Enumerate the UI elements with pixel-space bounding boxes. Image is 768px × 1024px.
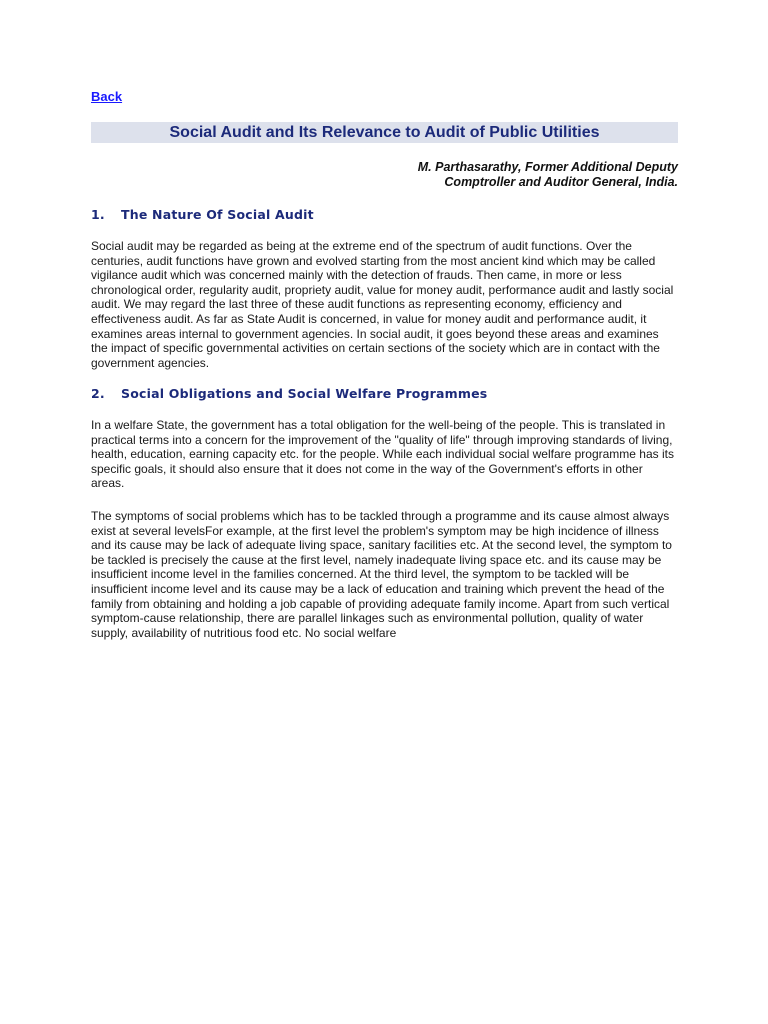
section-2-paragraph-1: In a welfare State, the government has a total obligation for the well-being of the people. This is translated in practical terms into a concern for the improvement of the "quality of life" through improving standards of living, health, education, earning capacity etc. for the people. While each individual social welfare programme has its specific goals, it should also ensure that it does not come in the way of the Government's efforts in other areas. <box>91 418 674 491</box>
back-link[interactable]: Back <box>91 89 123 104</box>
section-2-paragraph-2: The symptoms of social problems which has to be tackled through a programme and its cause almost always exist at several levelsFor example, at the first level the problem's symptom may be high incidence of illness and its cause may be lack of adequate living space, sanitary facilities etc. At the second level, the symptom to be tackled is precisely the cause at the first level, namely inadequate living space etc. and its cause may be insufficient income level in the families concerned. At the third level, the symptom to be tackled will be insufficient income level and its cause may be a lack of education and training which prevent the head of the family from obtaining and holding a job capable of providing adequate family income. Apart from such vertical symptom-cause relationship, there are parallel linkages such as environmental pollution, quality of water supply, availability of nutritious food etc. No social welfare <box>91 509 672 640</box>
title-banner <box>91 122 678 143</box>
author-byline <box>91 160 678 190</box>
section-2-heading <box>91 386 487 401</box>
section-2-title: Social Obligations and Social Welfare Programmes <box>121 386 488 401</box>
section-1-number: 1. <box>91 207 105 222</box>
document-title: Social Audit and Its Relevance to Audit of Public Utilities <box>169 124 600 141</box>
section-1-heading <box>91 207 314 222</box>
section-1-title: The Nature Of Social Audit <box>121 207 314 222</box>
section-2-number: 2. <box>91 386 105 401</box>
author-line-1: M. Parthasarathy, Former Additional Deputy <box>417 160 678 174</box>
section-1-paragraph-1: Social audit may be regarded as being at the extreme end of the spectrum of audit functions. Over the centuries, audit functions have grown and evolved starting from the most ancient kind which may be called vigilance audit which was concerned mainly with the detection of frauds. Then came, in more or less chronological order, regularity audit, propriety audit, value for money audit, performance audit and lastly social audit. We may regard the last three of these audit functions as representing economy, efficiency and effectiveness audit. As far as State Audit is concerned, in value for money audit and performance audit, it examines areas internal to government agencies. In social audit, it goes beyond these areas and examines the impact of specific governmental activities on certain sections of the society which are in contact with the government agencies. <box>91 239 674 370</box>
author-line-2: Comptroller and Auditor General, India. <box>444 175 678 189</box>
